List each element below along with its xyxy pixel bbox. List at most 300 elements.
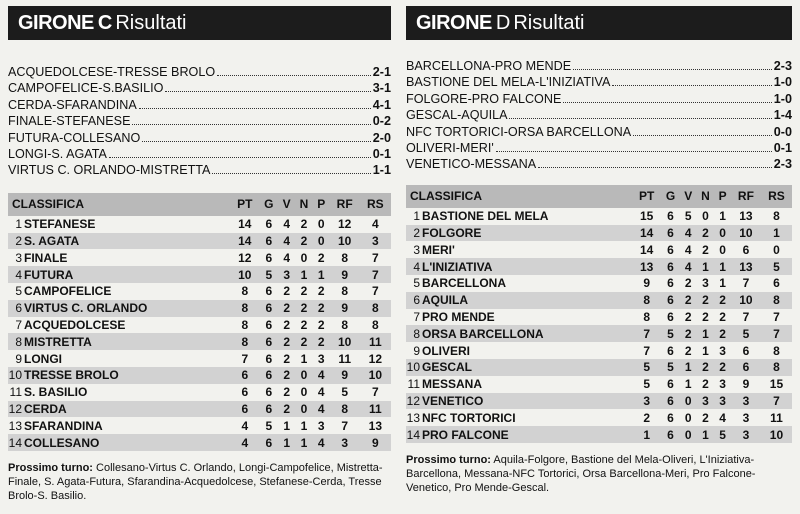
stat-rf: 10 <box>330 333 360 350</box>
stat-p: 0 <box>719 242 726 257</box>
stat-rs: 11 <box>360 333 391 350</box>
stat-g: 6 <box>259 333 278 350</box>
result-row <box>406 58 792 74</box>
result-row <box>406 156 792 172</box>
leader-dots <box>563 102 771 103</box>
result-row <box>8 97 391 113</box>
leader-dots <box>217 75 371 76</box>
results-list <box>406 58 792 173</box>
result-row <box>8 80 391 96</box>
result-row <box>8 130 391 146</box>
stat-v: 3 <box>278 266 295 283</box>
stat-p: 1 <box>714 258 731 275</box>
team-name: FOLGORE <box>422 225 632 242</box>
stat-rs: 10 <box>761 426 792 443</box>
stat-g: 6 <box>259 367 278 384</box>
team-position: 2 <box>8 233 24 250</box>
stat-rs: 7 <box>360 266 391 283</box>
standings-row <box>8 300 391 317</box>
girone-label: GIRONE <box>18 11 94 34</box>
team-position: 10 <box>8 368 22 383</box>
stat-n: 1 <box>295 434 313 451</box>
stat-header: PT <box>632 185 661 208</box>
stat-n: 2 <box>300 284 308 299</box>
match-score: 2-3 <box>773 157 792 172</box>
stat-rs: 8 <box>773 343 780 358</box>
standings-row <box>8 417 391 434</box>
standings-row <box>8 233 391 250</box>
stat-v: 2 <box>278 333 295 350</box>
team-name: GESCAL <box>422 359 632 376</box>
standings-row <box>8 216 391 233</box>
stat-p: 2 <box>719 310 726 325</box>
team-position: 6 <box>406 292 422 309</box>
team-position: 2 <box>406 225 422 242</box>
team-position: 12 <box>406 394 420 408</box>
team-name: BASTIONE DEL MELA <box>422 209 549 224</box>
stat-g: 6 <box>259 300 278 317</box>
result-row <box>8 113 391 129</box>
result-row <box>406 91 792 107</box>
match-score: 0-1 <box>773 141 792 156</box>
stat-rs: 7 <box>372 250 379 265</box>
standings-row <box>8 401 391 418</box>
stat-g: 6 <box>265 217 273 232</box>
stat-v: 4 <box>278 233 295 250</box>
team-position: 11 <box>407 377 420 392</box>
stat-g: 6 <box>661 426 680 443</box>
stat-g: 6 <box>265 284 273 299</box>
stat-v: 2 <box>680 292 697 309</box>
stat-v: 1 <box>283 418 290 433</box>
standings-row <box>8 350 391 367</box>
stat-pt: 14 <box>238 217 252 232</box>
leader-dots <box>496 151 772 152</box>
stat-rs: 11 <box>770 410 783 425</box>
stat-rs: 7 <box>372 385 379 400</box>
result-row <box>406 74 792 90</box>
team-position: 10 <box>406 360 420 375</box>
stat-header: P <box>313 193 330 216</box>
stat-p: 0 <box>313 233 330 250</box>
standings-row <box>406 393 792 410</box>
girone-label: GIRONE <box>416 11 492 34</box>
stat-n: 2 <box>300 217 308 232</box>
stat-v: 1 <box>680 359 697 376</box>
match-score: 0-2 <box>372 114 391 129</box>
standings-row <box>8 367 391 384</box>
stat-n: 0 <box>300 250 308 265</box>
standings-row <box>8 249 391 266</box>
stat-p: 1 <box>719 276 726 291</box>
stat-pt: 6 <box>230 367 259 384</box>
standings-row <box>8 283 391 300</box>
stat-header: P <box>714 185 731 208</box>
stat-g: 6 <box>265 318 273 333</box>
match-score: 3-1 <box>372 81 391 96</box>
stat-n: 2 <box>295 233 313 250</box>
leader-dots <box>509 118 771 119</box>
stat-p: 1 <box>313 266 330 283</box>
stat-n: 2 <box>702 410 709 425</box>
team-position: 9 <box>413 343 420 358</box>
girone-d-header <box>406 6 792 40</box>
result-row <box>8 146 391 162</box>
stat-rf: 8 <box>330 401 360 418</box>
team-position: 5 <box>15 284 22 299</box>
stat-g: 6 <box>265 351 273 366</box>
stat-header: RS <box>761 185 792 208</box>
match-name: FUTURA-COLLESANO <box>8 130 141 145</box>
team-position: 4 <box>8 266 24 283</box>
stat-g: 6 <box>661 393 680 410</box>
stat-pt: 2 <box>643 410 651 425</box>
stat-rf: 5 <box>731 325 761 342</box>
stat-rs: 8 <box>372 318 379 333</box>
stat-n: 0 <box>295 367 313 384</box>
stat-rf: 10 <box>731 292 761 309</box>
girone-d-column <box>406 0 792 495</box>
stat-pt: 5 <box>643 377 651 392</box>
match-name: BARCELLONA-PRO MENDE <box>406 59 572 73</box>
team-name: BARCELLONA <box>422 276 506 291</box>
stat-n: 2 <box>702 310 709 325</box>
team-position: 4 <box>406 258 422 275</box>
stat-rs: 9 <box>360 434 391 451</box>
stat-rf: 7 <box>742 276 750 291</box>
stat-rf: 8 <box>341 284 349 299</box>
stat-g: 5 <box>661 359 680 376</box>
stat-p: 2 <box>714 292 731 309</box>
stat-pt: 3 <box>632 393 661 410</box>
standings-row <box>406 275 792 292</box>
leader-dots <box>573 69 772 70</box>
match-name: CAMPOFELICE-S.BASILIO <box>8 81 164 96</box>
stat-pt: 4 <box>230 434 259 451</box>
stat-v: 4 <box>680 225 697 242</box>
team-position: 9 <box>15 351 22 366</box>
match-name: GESCAL-AQUILA <box>406 108 508 123</box>
stat-rf: 8 <box>341 250 349 265</box>
stat-v: 0 <box>684 410 692 425</box>
stat-n: 1 <box>697 426 715 443</box>
team-position: 13 <box>8 418 22 433</box>
risultati-label: Risultati <box>115 11 187 34</box>
stat-rs: 8 <box>773 209 780 224</box>
stat-pt: 8 <box>241 284 249 299</box>
team-name: MISTRETTA <box>24 333 230 350</box>
stat-p: 2 <box>714 325 731 342</box>
stat-rs: 13 <box>368 418 383 433</box>
stat-rf: 11 <box>338 351 352 366</box>
stat-g: 5 <box>661 325 680 342</box>
match-name: NFC TORTORICI-ORSA BARCELLONA <box>406 124 632 139</box>
stat-rs: 7 <box>761 393 792 410</box>
standings-table <box>406 185 792 443</box>
stat-v: 2 <box>283 318 290 333</box>
standings-row <box>406 409 792 426</box>
standings-table <box>8 193 391 451</box>
stat-p: 2 <box>317 318 325 333</box>
next-round <box>8 461 391 503</box>
team-name: AQUILA <box>422 292 632 309</box>
stat-g: 6 <box>259 401 278 418</box>
team-name: COLLESANO <box>24 434 230 451</box>
results-list <box>8 64 391 179</box>
team-position: 13 <box>406 410 420 425</box>
result-row <box>406 140 792 156</box>
stat-pt: 7 <box>241 351 249 366</box>
stat-rs: 3 <box>360 233 391 250</box>
match-name: LONGI-S. AGATA <box>8 147 107 162</box>
stat-v: 4 <box>283 250 290 265</box>
result-row <box>8 162 391 178</box>
match-name: CERDA-SFARANDINA <box>8 97 137 112</box>
team-position: 5 <box>413 276 420 291</box>
standings-row <box>8 384 391 401</box>
team-position: 11 <box>9 385 22 400</box>
stat-pt: 14 <box>640 242 654 257</box>
team-name: TRESSE BROLO <box>24 367 230 384</box>
stat-rs: 4 <box>372 217 379 232</box>
stat-g: 6 <box>667 242 674 257</box>
stat-v: 1 <box>278 434 295 451</box>
stat-pt: 13 <box>632 258 661 275</box>
stat-pt: 7 <box>632 325 661 342</box>
stat-v: 4 <box>680 258 697 275</box>
team-position: 7 <box>15 318 22 333</box>
girone-c-column <box>8 0 391 503</box>
stat-p: 3 <box>719 343 726 358</box>
match-name: FINALE-STEFANESE <box>8 114 131 129</box>
stat-p: 4 <box>313 434 330 451</box>
match-name: VIRTUS C. ORLANDO-MISTRETTA <box>8 163 211 178</box>
stat-header: N <box>295 193 313 216</box>
stat-p: 3 <box>714 393 731 410</box>
team-position: 14 <box>8 435 22 450</box>
stat-rs: 6 <box>773 276 780 291</box>
stat-v: 2 <box>684 276 692 291</box>
stat-v: 0 <box>680 426 697 443</box>
stat-rf: 9 <box>330 367 360 384</box>
stat-pt: 1 <box>632 426 661 443</box>
stat-n: 3 <box>702 276 709 291</box>
stat-header: G <box>259 193 278 216</box>
stat-header: RF <box>731 185 761 208</box>
standings-row <box>8 266 391 283</box>
match-name: OLIVERI-MERI' <box>406 141 494 156</box>
stat-rf: 9 <box>330 266 360 283</box>
stat-g: 6 <box>259 434 278 451</box>
team-name: MESSANA <box>422 377 483 392</box>
leader-dots <box>109 157 371 158</box>
match-name: BASTIONE DEL MELA-L'INIZIATIVA <box>406 75 611 90</box>
stat-rf: 6 <box>742 242 750 257</box>
stat-rs: 8 <box>761 359 792 376</box>
stat-n: 2 <box>697 359 715 376</box>
stat-n: 1 <box>697 258 715 275</box>
team-name: S. BASILIO <box>24 385 88 400</box>
match-score: 4-1 <box>372 97 391 112</box>
stat-pt: 8 <box>230 333 259 350</box>
stat-pt: 9 <box>643 276 651 291</box>
match-score: 1-1 <box>372 163 391 178</box>
team-name: L'INIZIATIVA <box>422 258 632 275</box>
stat-rf: 9 <box>742 377 750 392</box>
team-position: 6 <box>8 300 24 317</box>
leader-dots <box>165 91 370 92</box>
stat-rf: 3 <box>731 426 761 443</box>
team-name: ACQUEDOLCESE <box>24 318 126 333</box>
stat-n: 1 <box>697 325 715 342</box>
stat-g: 6 <box>265 250 273 265</box>
team-position: 12 <box>8 402 22 416</box>
stat-rf: 6 <box>731 359 761 376</box>
stat-rf: 9 <box>330 300 360 317</box>
team-position: 8 <box>406 325 422 342</box>
team-name: OLIVERI <box>422 343 471 358</box>
stat-pt: 8 <box>241 318 249 333</box>
team-position: 3 <box>413 242 420 257</box>
team-name: STEFANESE <box>24 217 96 232</box>
risultati-label: Risultati <box>513 11 585 34</box>
stat-v: 2 <box>283 351 290 366</box>
leader-dots <box>538 167 772 168</box>
team-name: MERI' <box>422 242 455 257</box>
stat-n: 2 <box>300 318 308 333</box>
standings-row <box>406 376 792 393</box>
team-name: PRO FALCONE <box>422 426 632 443</box>
stat-n: 2 <box>697 292 715 309</box>
standings-row <box>406 241 792 258</box>
team-name: NFC TORTORICI <box>422 410 516 425</box>
stat-rs: 1 <box>761 225 792 242</box>
team-name: CAMPOFELICE <box>24 284 112 299</box>
stat-rf: 13 <box>731 258 761 275</box>
stat-g: 6 <box>661 292 680 309</box>
team-position: 14 <box>406 427 420 442</box>
stat-rs: 15 <box>769 377 784 392</box>
stat-n: 2 <box>295 300 313 317</box>
stat-rs: 7 <box>372 284 379 299</box>
girone-letter: C <box>97 11 113 34</box>
stat-p: 2 <box>317 250 325 265</box>
stat-g: 6 <box>667 209 674 224</box>
stat-p: 3 <box>317 351 325 366</box>
stat-n: 2 <box>697 225 715 242</box>
stat-pt: 7 <box>643 343 651 358</box>
result-row <box>8 64 391 80</box>
stat-rs: 8 <box>761 292 792 309</box>
stat-v: 2 <box>283 284 290 299</box>
standings-row <box>406 426 792 443</box>
stat-g: 6 <box>265 385 273 400</box>
stat-v: 2 <box>684 310 692 325</box>
team-name: LONGI <box>24 351 62 366</box>
match-name: FOLGORE-PRO FALCONE <box>406 91 562 106</box>
stat-g: 6 <box>667 343 674 358</box>
stat-g: 5 <box>259 266 278 283</box>
stat-p: 0 <box>317 217 325 232</box>
team-name: S. AGATA <box>24 233 230 250</box>
next-round-text: Aquila-Folgore, Bastione del Mela-Oliveri, L'Iniziativa-Barcellona, Messana-NFC Tortorici, Orsa Barcellona-Meri, Pro Falcone-Venetico, Pro Mende-Gescal. <box>406 454 756 494</box>
stat-pt: 6 <box>230 401 259 418</box>
team-position: 7 <box>413 310 420 325</box>
stat-p: 4 <box>313 401 330 418</box>
stat-v: 1 <box>684 377 692 392</box>
standings-row <box>8 434 391 451</box>
stat-rs: 12 <box>368 351 383 366</box>
stat-rs: 11 <box>360 401 391 418</box>
standings-row <box>406 225 792 242</box>
result-row <box>406 107 792 123</box>
stat-v: 2 <box>278 300 295 317</box>
stat-pt: 8 <box>643 310 651 325</box>
stat-n: 0 <box>300 385 308 400</box>
stat-rf: 3 <box>330 434 360 451</box>
stat-rs: 7 <box>773 310 780 325</box>
stat-n: 3 <box>697 393 715 410</box>
stat-n: 2 <box>295 333 313 350</box>
stat-g: 6 <box>259 233 278 250</box>
match-score: 0-0 <box>773 124 792 139</box>
standings-row <box>406 342 792 359</box>
leader-dots <box>612 85 771 86</box>
stat-n: 1 <box>702 343 709 358</box>
stat-rf: 13 <box>739 209 753 224</box>
stat-v: 2 <box>278 401 295 418</box>
stat-n: 0 <box>702 209 709 224</box>
girone-letter: D <box>495 11 511 34</box>
team-position: 8 <box>8 333 24 350</box>
team-position: 1 <box>15 217 22 232</box>
stat-v: 4 <box>283 217 290 232</box>
stat-rf: 7 <box>341 418 349 433</box>
stat-header: N <box>697 185 715 208</box>
match-score: 1-0 <box>773 75 792 90</box>
stat-p: 4 <box>719 410 726 425</box>
stat-header: RS <box>360 193 391 216</box>
stat-v: 2 <box>278 367 295 384</box>
stat-header: PT <box>230 193 259 216</box>
stat-rs: 8 <box>360 300 391 317</box>
stat-n: 1 <box>300 351 308 366</box>
stat-p: 3 <box>719 377 726 392</box>
stat-g: 6 <box>667 410 674 425</box>
stat-p: 2 <box>313 333 330 350</box>
stat-rs: 10 <box>360 367 391 384</box>
stat-pt: 10 <box>230 266 259 283</box>
team-position: 3 <box>15 250 22 265</box>
team-name: FUTURA <box>24 266 230 283</box>
stat-g: 5 <box>265 418 273 433</box>
match-score: 1-0 <box>773 91 792 106</box>
stat-p: 5 <box>714 426 731 443</box>
result-row <box>406 124 792 140</box>
stat-p: 2 <box>313 300 330 317</box>
leader-dots <box>132 124 370 125</box>
leader-dots <box>142 141 371 142</box>
match-score: 2-1 <box>372 65 391 79</box>
stat-p: 4 <box>313 367 330 384</box>
stat-header: G <box>661 185 680 208</box>
standings-row <box>8 317 391 334</box>
stat-v: 4 <box>684 242 692 257</box>
standings-row <box>406 258 792 275</box>
classifica-header: CLASSIFICA <box>8 193 230 216</box>
stat-v: 2 <box>283 385 290 400</box>
stat-g: 6 <box>661 225 680 242</box>
